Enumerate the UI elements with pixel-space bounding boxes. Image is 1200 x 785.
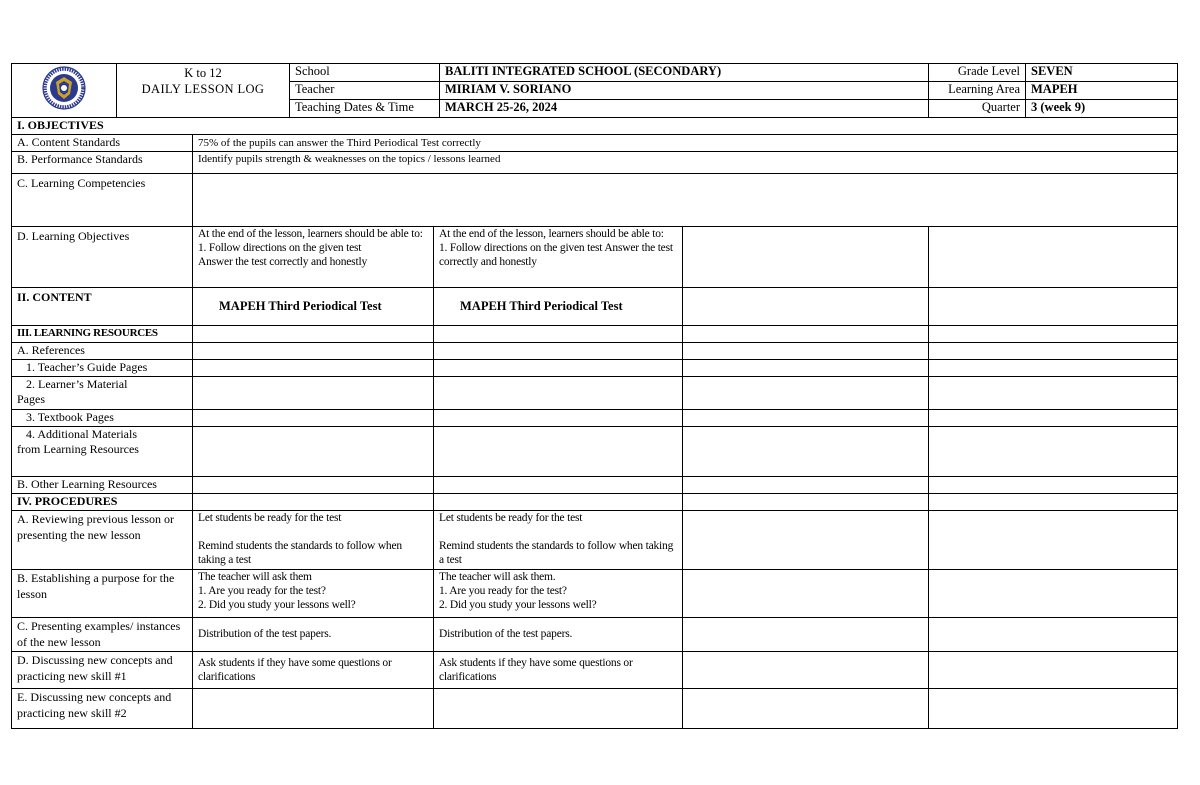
lesson-log-table [11, 117, 1178, 729]
grade-level-label: Grade Level [929, 64, 1026, 82]
procedure-d-day2: Ask students if they have some questions or clarifications [434, 651, 683, 688]
learning-objectives-label: D. Learning Objectives [12, 226, 193, 287]
additional-materials-line-2: from Learning Resources [17, 441, 139, 456]
procedure-d-day1: Ask students if they have some questions or clarifications [193, 651, 434, 688]
dll-title-cell [117, 64, 290, 118]
procedures-heading: IV. PROCEDURES [12, 493, 193, 510]
empty-cell [434, 409, 683, 426]
procedure-a-day1-line: Let students be ready for the test [198, 511, 342, 524]
procedure-c-day2: Distribution of the test papers. [434, 617, 683, 651]
lo-day1-line: Answer the test correctly and honestly [198, 255, 367, 268]
lo-day1-line: At the end of the lesson, learners should be able to: [198, 227, 423, 240]
procedure-a-day1-gap [198, 525, 428, 539]
title-line-1: K to 12 [184, 66, 222, 80]
textbook-pages-label: 3. Textbook Pages [12, 409, 193, 426]
content-standards-label: A. Content Standards [12, 134, 193, 151]
teacher-value: MIRIAM V. SORIANO [440, 81, 929, 99]
empty-cell [929, 476, 1178, 493]
teachers-guide-label: 1. Teacher’s Guide Pages [12, 359, 193, 376]
empty-cell [929, 342, 1178, 359]
empty-cell [193, 688, 434, 728]
objectives-heading: I. OBJECTIVES [12, 117, 1178, 134]
learning-competencies-label: C. Learning Competencies [12, 173, 193, 226]
teaching-dates-value: MARCH 25-26, 2024 [440, 99, 929, 117]
procedure-a-day1-line: Remind students the standards to follow when taking a test [198, 539, 402, 566]
learners-material-line-2: Pages [17, 391, 45, 406]
empty-cell [929, 617, 1178, 651]
performance-standards-label: B. Performance Standards [12, 151, 193, 173]
empty-cell [683, 342, 929, 359]
learning-objectives-day2 [434, 226, 683, 287]
procedure-e-label: E. Discussing new concepts and practicing new skill #2 [12, 688, 193, 728]
content-day1: MAPEH Third Periodical Test [193, 287, 434, 325]
content-day4 [929, 287, 1178, 325]
empty-cell [683, 651, 929, 688]
procedure-b-day2-line: 1. Are you ready for the test? [439, 584, 567, 597]
empty-cell [434, 359, 683, 376]
procedure-b-label: B. Establishing a purpose for the lesson [12, 569, 193, 617]
empty-cell [683, 409, 929, 426]
empty-cell [683, 688, 929, 728]
empty-cell [929, 376, 1178, 409]
empty-cell [929, 651, 1178, 688]
empty-cell [434, 325, 683, 342]
teacher-label: Teacher [290, 81, 440, 99]
header-table [11, 63, 1178, 118]
other-resources-label: B. Other Learning Resources [12, 476, 193, 493]
empty-cell [683, 359, 929, 376]
procedure-c-label: C. Presenting examples/ instances of the new lesson [12, 617, 193, 651]
teaching-dates-label: Teaching Dates & Time [290, 99, 440, 117]
resources-heading: III. LEARNING RESOURCES [12, 325, 193, 342]
procedure-b-day1-line: The teacher will ask them [198, 570, 312, 583]
empty-cell [683, 325, 929, 342]
content-heading: II. CONTENT [12, 287, 193, 325]
quarter-value: 3 (week 9) [1026, 99, 1178, 117]
empty-cell [193, 325, 434, 342]
empty-cell [193, 426, 434, 476]
references-label: A. References [12, 342, 193, 359]
content-day2: MAPEH Third Periodical Test [434, 287, 683, 325]
empty-cell [434, 426, 683, 476]
title-line-2: DAILY LESSON LOG [141, 81, 265, 96]
learning-area-label: Learning Area [929, 81, 1026, 99]
empty-cell [683, 510, 929, 569]
procedure-a-day1 [193, 510, 434, 569]
learning-objectives-day4 [929, 226, 1178, 287]
school-value: BALITI INTEGRATED SCHOOL (SECONDARY) [440, 64, 929, 82]
performance-standards-value: Identify pupils strength & weaknesses on the topics / lessons learned [193, 151, 1178, 173]
learners-material-line-1: 2. Learner’s Material [26, 376, 128, 391]
empty-cell [683, 476, 929, 493]
empty-cell [929, 426, 1178, 476]
empty-cell [193, 376, 434, 409]
procedure-b-day2-line: 2. Did you study your lessons well? [439, 598, 597, 611]
procedure-b-day1-line: 1. Are you ready for the test? [198, 584, 326, 597]
empty-cell [434, 342, 683, 359]
additional-materials-line-1: 4. Additional Materials [26, 426, 137, 441]
empty-cell [683, 617, 929, 651]
empty-cell [434, 376, 683, 409]
content-standards-value: 75% of the pupils can answer the Third Periodical Test correctly [193, 134, 1178, 151]
empty-cell [193, 342, 434, 359]
quarter-label: Quarter [929, 99, 1026, 117]
school-label: School [290, 64, 440, 82]
procedure-d-label: D. Discussing new concepts and practicing new skill #1 [12, 651, 193, 688]
lo-day2-line: 1. Follow directions on the given test Answer the test correctly and honestly [439, 241, 673, 268]
empty-cell [683, 569, 929, 617]
empty-cell [193, 493, 434, 510]
empty-cell [193, 359, 434, 376]
empty-cell [683, 376, 929, 409]
empty-cell [929, 510, 1178, 569]
additional-materials-label [12, 426, 193, 476]
empty-cell [683, 426, 929, 476]
learning-objectives-day3 [683, 226, 929, 287]
procedure-a-day2-gap [439, 525, 677, 539]
procedure-b-day1-line: 2. Did you study your lessons well? [198, 598, 356, 611]
procedure-a-day2-line: Let students be ready for the test [439, 511, 583, 524]
procedure-c-day1: Distribution of the test papers. [193, 617, 434, 651]
procedure-a-day2 [434, 510, 683, 569]
lo-day1-line: 1. Follow directions on the given test [198, 241, 362, 254]
empty-cell [434, 476, 683, 493]
empty-cell [434, 688, 683, 728]
procedure-b-day1 [193, 569, 434, 617]
empty-cell [193, 476, 434, 493]
empty-cell [683, 493, 929, 510]
deped-seal-icon [42, 66, 86, 110]
grade-level-value: SEVEN [1026, 64, 1178, 82]
procedure-b-day2 [434, 569, 683, 617]
empty-cell [929, 493, 1178, 510]
empty-cell [929, 325, 1178, 342]
learning-area-value: MAPEH [1026, 81, 1178, 99]
empty-cell [193, 409, 434, 426]
learning-competencies-value [193, 173, 1178, 226]
empty-cell [929, 359, 1178, 376]
empty-cell [434, 493, 683, 510]
procedure-a-day2-line: Remind students the standards to follow when taking a test [439, 539, 674, 566]
procedure-a-label: A. Reviewing previous lesson or presenting the new lesson [12, 510, 193, 569]
learning-objectives-day1 [193, 226, 434, 287]
empty-cell [929, 569, 1178, 617]
procedure-b-day2-line: The teacher will ask them. [439, 570, 556, 583]
lo-day2-line: At the end of the lesson, learners should be able to: [439, 227, 664, 240]
content-day3 [683, 287, 929, 325]
empty-cell [929, 688, 1178, 728]
deped-seal-cell [12, 64, 117, 118]
empty-cell [929, 409, 1178, 426]
learners-material-label [12, 376, 193, 409]
